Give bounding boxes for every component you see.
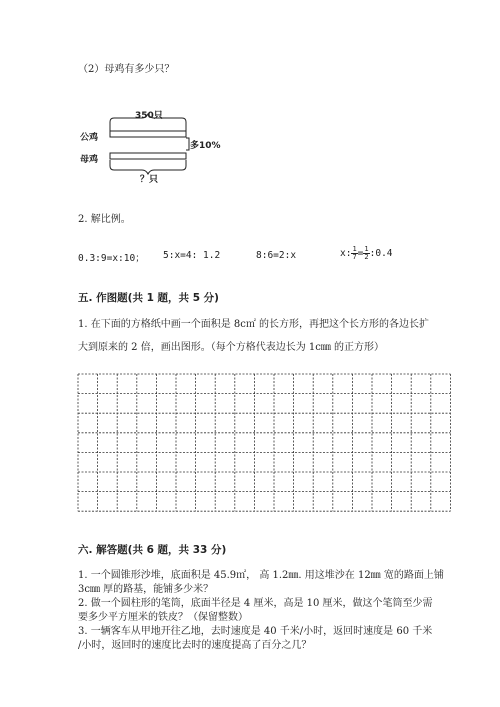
- section-6-q2-line2: 要多少平方厘米的铁皮？（保留整数）: [78, 612, 248, 623]
- fraction-denominator: 7: [352, 253, 357, 261]
- fraction-numerator: 1: [352, 245, 357, 253]
- equation-4-prefix: x:: [340, 248, 352, 259]
- section-6-q1-line1: 1. 一个圆锥形沙堆，底面积是 45.9㎡， 高 1.2㎜. 用这堆沙在 12㎜ 宽的路面上铺: [78, 570, 444, 581]
- section-6-q2-line1: 2. 做一个圆柱形的笔筒，底面半径是 4 厘米，高是 10 厘米，做这个笔筒至少需: [78, 598, 433, 609]
- ratio-section-title: 2. 解比例。: [78, 214, 131, 225]
- section-6-title: 六. 解答题(共 6 题，共 33 分): [78, 544, 227, 556]
- bottom-label: ？只: [140, 175, 159, 185]
- fraction-numerator: 1: [364, 245, 369, 253]
- rooster-label: 公鸡: [80, 133, 99, 143]
- hen-label: 母鸡: [80, 155, 99, 165]
- section-6-q3-line2: /小时，返回时的速度比去时的速度提高了百分之几？: [78, 640, 312, 651]
- equation-1: 0.3:9=x:10；: [78, 253, 145, 264]
- equation-4-equals: =: [357, 248, 364, 259]
- equation-2: 5:x=4: 1.2: [163, 250, 221, 261]
- equation-4-suffix: :0.4: [369, 248, 393, 259]
- section-5-q1-line1: 1. 在下面的方格纸中画一个面积是 8c㎡ 的长方形，再把这个长方形的各边长扩: [78, 319, 430, 330]
- section-5-title: 五. 作图题(共 1 题，共 5 分): [78, 292, 219, 304]
- extra-label: 多10%: [190, 141, 221, 151]
- equation-3: 8:6=2:x: [256, 250, 297, 261]
- fraction-denominator: 2: [364, 253, 369, 261]
- section-6-q3-line1: 3. 一辆客车从甲地开往乙地，去时速度是 40 千米/小时，返回时速度是 60 千米: [78, 626, 433, 637]
- section-5-q1-line2: 大到原来的 2 倍，画出图形。（每个方格代表边长为 1c㎜ 的正方形）: [78, 342, 385, 353]
- section-6-q1-line2: 3c㎜ 厚的路基，能铺多少米？: [78, 584, 214, 595]
- top-label: 350只: [135, 111, 163, 121]
- question-2: （2）母鸡有多少只？: [78, 64, 175, 75]
